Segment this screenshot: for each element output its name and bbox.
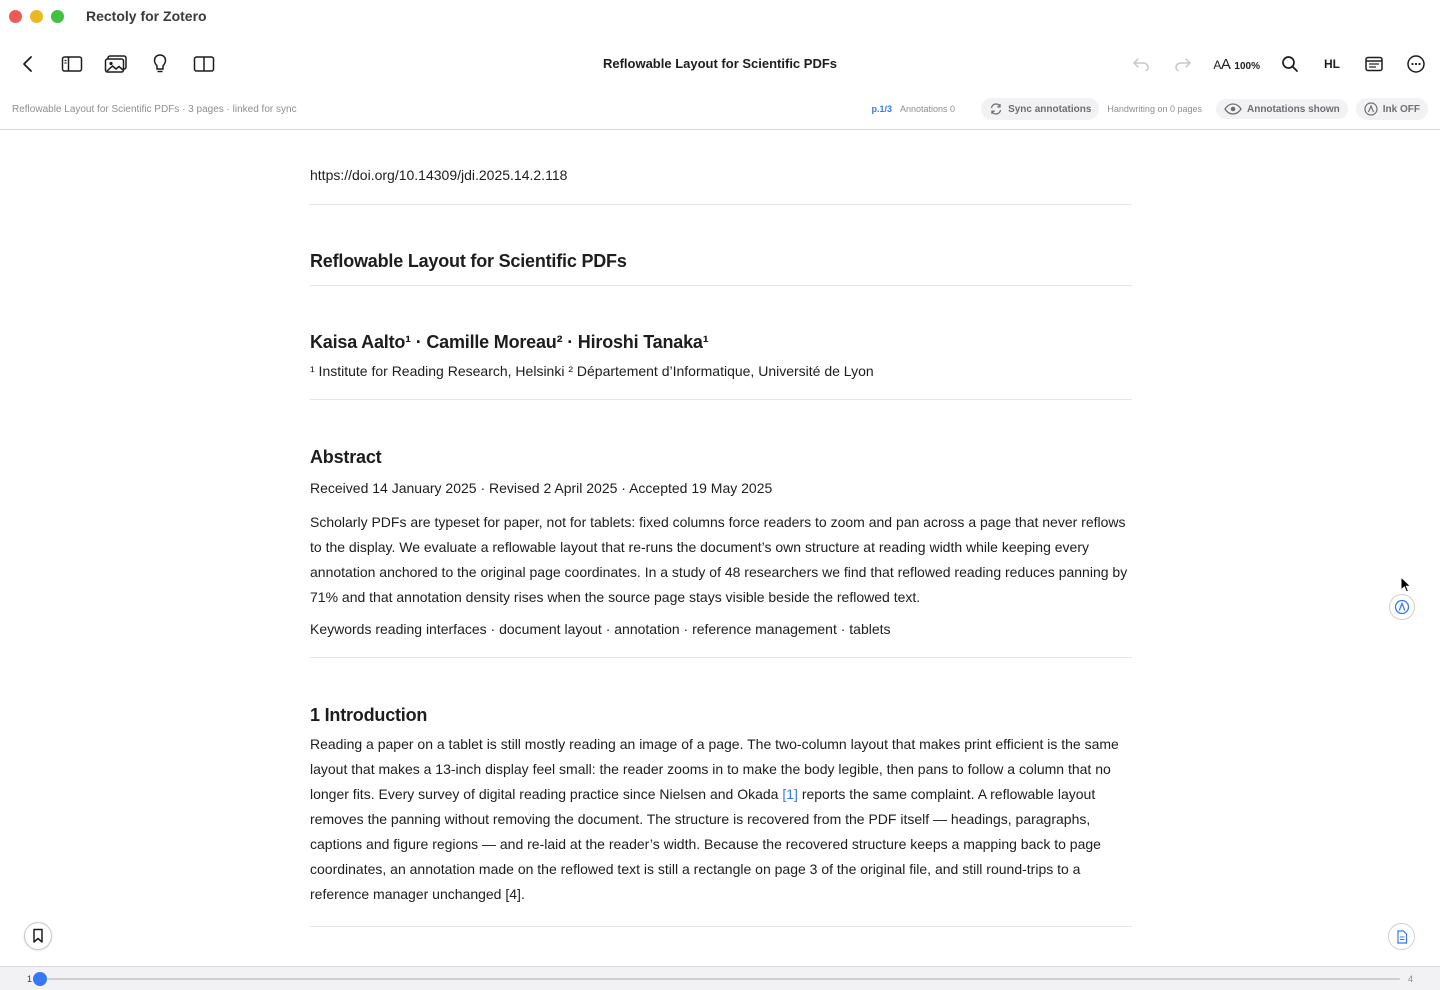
introduction-section [310, 658, 1132, 927]
reader-icon [1365, 56, 1383, 72]
toolbar-left-group [6, 44, 230, 84]
eye-icon [1224, 103, 1242, 115]
bookmark-icon [32, 928, 44, 944]
document-title: Reflowable Layout for Scientific PDFs [602, 56, 838, 71]
reflowed-document [310, 130, 1132, 927]
page-indicator: p.1/3 [871, 104, 893, 114]
text-size-icon: AA [1213, 55, 1231, 73]
keywords: Keywords reading interfaces · document layout · annotation · reference management · tablets [310, 621, 891, 637]
reader-mode-button[interactable] [1354, 44, 1394, 84]
status-bar [0, 96, 1440, 130]
ink-toggle[interactable] [1356, 98, 1428, 120]
app-title: Rectoly for Zotero [86, 8, 207, 24]
handwriting-status: Handwriting on 0 pages [1107, 104, 1202, 114]
split-view-icon [193, 55, 215, 73]
abstract-body: Scholarly PDFs are typeset for paper, not for tablets: fixed columns force readers to zoom and pan across a page that never reflows to the display. We evaluate a reflowable layout that re-runs the document’s own structure at reading width while keeping every annotation anchored to the original page coordinates. In a study of 48 researchers we find that reflowed reading reduces panning by 71% and that annotation density rises when the source page stays visible beside the reflowed text. [310, 514, 1128, 605]
window-controls [9, 10, 64, 23]
page-slider-thumb[interactable] [33, 972, 47, 986]
document-info: Reflowable Layout for Scientific PDFs · 3 pages · linked for sync [12, 104, 297, 115]
more-icon [1406, 54, 1426, 74]
highlight-button[interactable]: HL [1324, 57, 1340, 71]
annotations-visibility-label: Annotations shown [1246, 103, 1340, 115]
undo-icon [1132, 56, 1150, 72]
gallery-icon [104, 54, 128, 74]
sync-annotations-button[interactable] [981, 98, 1099, 120]
bookmark-button[interactable] [24, 922, 52, 950]
close-window-button[interactable] [9, 10, 22, 23]
sync-icon [989, 102, 1003, 116]
more-button[interactable] [1396, 44, 1436, 84]
author-list: Kaisa Aalto¹ · Camille Moreau² · Hiroshi Tanaka¹ [310, 332, 709, 352]
introduction-text-1: Reading a paper on a tablet is still mostly reading an image of a page. The two-column layout that makes print efficient is the same layout that makes a 13-inch display feel small: the reader zooms in to make the body legible, then pans to follow a column that no longer fits. Every survey of digital reading practice since Nielsen and Okada [310, 736, 1119, 802]
status-controls [872, 98, 1429, 120]
paper-title: Reflowable Layout for Scientific PDFs [310, 205, 1132, 286]
zoom-window-button[interactable] [51, 10, 64, 23]
cursor-icon [1400, 576, 1412, 594]
introduction-body [310, 732, 1132, 907]
annotations-visibility-toggle[interactable] [1216, 99, 1348, 119]
text-size-control[interactable] [1205, 56, 1268, 73]
toolbar-right-group [1121, 44, 1436, 84]
title-bar [0, 0, 1440, 32]
ink-pen-floating-button[interactable] [1389, 594, 1415, 620]
back-button[interactable] [6, 44, 50, 84]
page-slider-track[interactable] [40, 978, 1400, 980]
redo-icon [1174, 56, 1192, 72]
pen-icon [1394, 599, 1410, 615]
split-view-button[interactable] [182, 44, 226, 84]
zoom-value: 100% [1234, 60, 1260, 72]
back-icon [22, 55, 34, 73]
search-icon [1281, 55, 1299, 73]
page-slider-end: 4 [1408, 974, 1414, 984]
document-icon [1396, 930, 1408, 944]
page-slider-bar [0, 966, 1440, 990]
search-button[interactable] [1270, 44, 1310, 84]
page-view-button[interactable] [1388, 923, 1415, 950]
pen-icon [1364, 102, 1378, 116]
doi-link[interactable]: https://doi.org/10.14309/jdi.2025.14.2.118 [310, 130, 1132, 205]
publication-dates: Received 14 January 2025 · Revised 2 April 2025 · Accepted 19 May 2025 [310, 480, 773, 496]
abstract-section [310, 400, 1132, 658]
minimize-window-button[interactable] [30, 10, 43, 23]
lightbulb-icon [152, 53, 168, 75]
affiliations: ¹ Institute for Reading Research, Helsinki ² Département d’Informatique, Université de Lyon [310, 363, 874, 379]
annotation-count: Annotations 0 [900, 104, 956, 114]
ink-toggle-label: Ink OFF [1382, 103, 1420, 115]
sidebar-icon [61, 55, 83, 73]
insights-button[interactable] [138, 44, 182, 84]
sidebar-toggle-button[interactable] [50, 44, 94, 84]
abstract-heading: Abstract [310, 447, 382, 467]
sync-annotations-label: Sync annotations [1008, 103, 1092, 115]
citation-link[interactable]: [1] [782, 786, 798, 802]
gallery-button[interactable] [94, 44, 138, 84]
introduction-heading: 1 Introduction [310, 705, 428, 725]
page-slider-start: 1 [27, 974, 33, 984]
authors-section [310, 286, 1132, 400]
redo-button[interactable] [1163, 44, 1203, 84]
introduction-text-2: reports the same complaint. A reflowable layout removes the panning without removing the document. The structure is recovered from the PDF itself — headings, paragraphs, captions and figure regions — and re-laid at the reader’s width. Because the recovered structure keeps a mapping back to page coordinates, an annotation made on the reflowed text is still a rectangle on page 3 of the original file, and still round-trips to a reference manager unchanged [4]. [310, 786, 1101, 902]
undo-button[interactable] [1121, 44, 1161, 84]
toolbar [0, 38, 1440, 90]
